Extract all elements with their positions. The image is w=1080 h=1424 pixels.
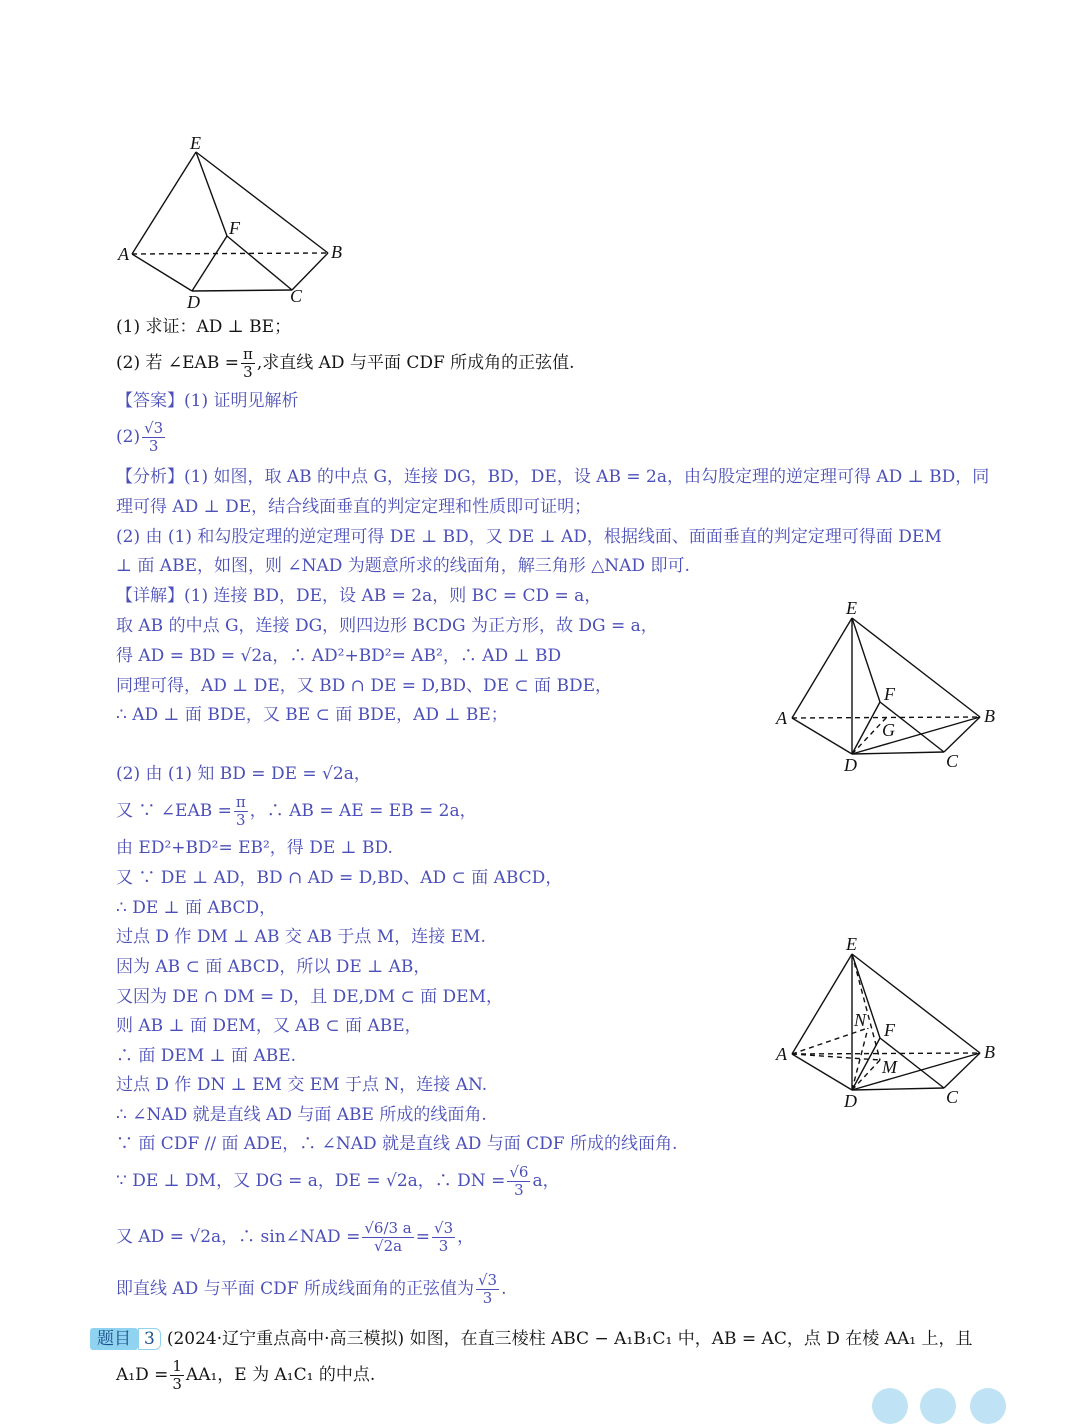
figure-pyramid-1 bbox=[110, 130, 360, 310]
label-C: C bbox=[946, 1087, 959, 1107]
detail2-line5: ∴ DE ⊥ 面 ABCD， bbox=[116, 898, 277, 918]
detail2-line4: 又 ∵ DE ⊥ AD，BD ∩ AD = D,BD、AD ⊂ 面 ABCD， bbox=[116, 868, 563, 888]
label-D: D bbox=[844, 755, 857, 775]
detail2-line9: 则 AB ⊥ 面 DEM，又 AB ⊂ 面 ABE， bbox=[116, 1016, 422, 1036]
analysis-line1: 【分析】(1) 如图，取 AB 的中点 G，连接 DG，BD，DE，设 AB = 2a，由勾股定理的逆定理可得 AD ⊥ BD，同 bbox=[116, 467, 990, 487]
detail2-line2: 又 ∵ ∠EAB = $\frac{\pi}{3}$ ，∴ AB = AE = EB = 2a， bbox=[116, 793, 477, 829]
label-M: M bbox=[882, 1057, 897, 1077]
detail2-line13: ∵ 面 CDF // 面 ADE，∴ ∠NAD 就是直线 AD 与面 CDF 所成的线面角. bbox=[116, 1134, 678, 1154]
label-N: N bbox=[854, 1010, 867, 1030]
label-F: F bbox=[229, 218, 240, 238]
label-A: A bbox=[776, 708, 787, 728]
figure-pyramid-2 bbox=[772, 596, 1012, 776]
next-problem-line1: 题目 3 (2024·辽宁重点高中·高三模拟) 如图，在直三棱柱 ABC − A₁B₁C₁ 中，AB = AC，点 D 在棱 AA₁ 上，且 bbox=[90, 1328, 972, 1350]
detail1-line1: 【详解】(1) 连接 BD，DE，设 AB = 2a，则 BC = CD = a， bbox=[116, 586, 602, 606]
label-F: F bbox=[884, 1020, 895, 1040]
analysis-line3: (2) 由 (1) 和勾股定理的逆定理可得 DE ⊥ BD，又 DE ⊥ AD，根据线面、面面垂直的判定定理可得面 DEM bbox=[116, 527, 942, 547]
problem-tag: 题目 bbox=[90, 1328, 138, 1350]
detail2-line6: 过点 D 作 DM ⊥ AB 交 AB 于点 M，连接 EM. bbox=[116, 927, 486, 947]
answer-line1: 【答案】(1) 证明见解析 bbox=[116, 391, 299, 411]
label-F: F bbox=[884, 684, 895, 704]
detail2-line7: 因为 AB ⊂ 面 ABCD，所以 DE ⊥ AB， bbox=[116, 957, 431, 977]
question-part1: (1) 求证：AD ⊥ BE； bbox=[116, 317, 292, 337]
problem-number: 3 bbox=[138, 1328, 161, 1350]
detail1-line4: 同理可得，AD ⊥ DE，又 BD ∩ DE = D,BD、DE ⊂ 面 BDE， bbox=[116, 676, 612, 696]
label-D: D bbox=[844, 1091, 857, 1111]
figure-pyramid-3 bbox=[772, 932, 1012, 1112]
label-A: A bbox=[776, 1044, 787, 1064]
detail1-line5: ∴ AD ⊥ 面 BDE，又 BE ⊂ 面 BDE，AD ⊥ BE； bbox=[116, 705, 508, 725]
label-E: E bbox=[846, 598, 857, 618]
detail2-line15: 又 AD = √2a，∴ sin∠NAD = $\frac{√6/3 a}{√2a}$ = $\frac{√3}{3}$ ， bbox=[116, 1219, 475, 1255]
detail1-line3: 得 AD = BD = √2a，∴ AD²+BD²= AB²，∴ AD ⊥ BD bbox=[116, 646, 562, 666]
detail2-line16: 即直线 AD 与平面 CDF 所成线面角的正弦值为 $\frac{√3}{3}$ . bbox=[116, 1271, 507, 1307]
detail2-line10: ∴ 面 DEM ⊥ 面 ABE. bbox=[116, 1046, 297, 1066]
label-B: B bbox=[984, 706, 995, 726]
label-C: C bbox=[290, 286, 303, 306]
answer-line2: (2) $\frac{√3}{3}$ bbox=[116, 419, 164, 455]
detail2-line8: 又因为 DE ∩ DM = D，且 DE,DM ⊂ 面 DEM， bbox=[116, 987, 503, 1007]
detail1-line2: 取 AB 的中点 G，连接 DG，则四边形 BCDG 为正方形，故 DG = a， bbox=[116, 616, 658, 636]
detail2-line12: ∴ ∠NAD 就是直线 AD 与面 ABE 所成的线面角. bbox=[116, 1105, 487, 1125]
next-problem-line2: A₁D = $\frac{1}{3}$ AA₁，E 为 A₁C₁ 的中点. bbox=[116, 1357, 376, 1393]
label-A: A bbox=[118, 244, 129, 264]
detail2-line11: 过点 D 作 DN ⊥ EM 交 EM 于点 N，连接 AN. bbox=[116, 1075, 488, 1095]
label-E: E bbox=[846, 934, 857, 954]
detail2-line3: 由 ED²+BD²= EB²，得 DE ⊥ BD. bbox=[116, 838, 393, 858]
analysis-line2: 理可得 AD ⊥ DE，结合线面垂直的判定定理和性质即可证明； bbox=[116, 497, 592, 517]
label-B: B bbox=[984, 1042, 995, 1062]
decorative-dot bbox=[970, 1388, 1006, 1424]
label-E: E bbox=[190, 133, 201, 153]
decorative-dot bbox=[920, 1388, 956, 1424]
label-B: B bbox=[331, 242, 342, 262]
question-part2: (2) 若 ∠EAB = $\frac{\pi}{3}$ ,求直线 AD 与平面 CDF 所成角的正弦值. bbox=[116, 345, 575, 381]
label-G: G bbox=[882, 720, 895, 740]
label-C: C bbox=[946, 751, 959, 771]
detail2-line1: (2) 由 (1) 知 BD = DE = √2a， bbox=[116, 764, 371, 784]
detail2-line14: ∵ DE ⊥ DM，又 DG = a，DE = √2a，∴ DN = $\frac{√6}{3}$ a， bbox=[116, 1163, 560, 1199]
analysis-line4: ⊥ 面 ABE，如图，则 ∠NAD 为题意所求的线面角，解三角形 △NAD 即可. bbox=[116, 556, 690, 576]
decorative-dot bbox=[872, 1388, 908, 1424]
label-D: D bbox=[187, 292, 200, 310]
